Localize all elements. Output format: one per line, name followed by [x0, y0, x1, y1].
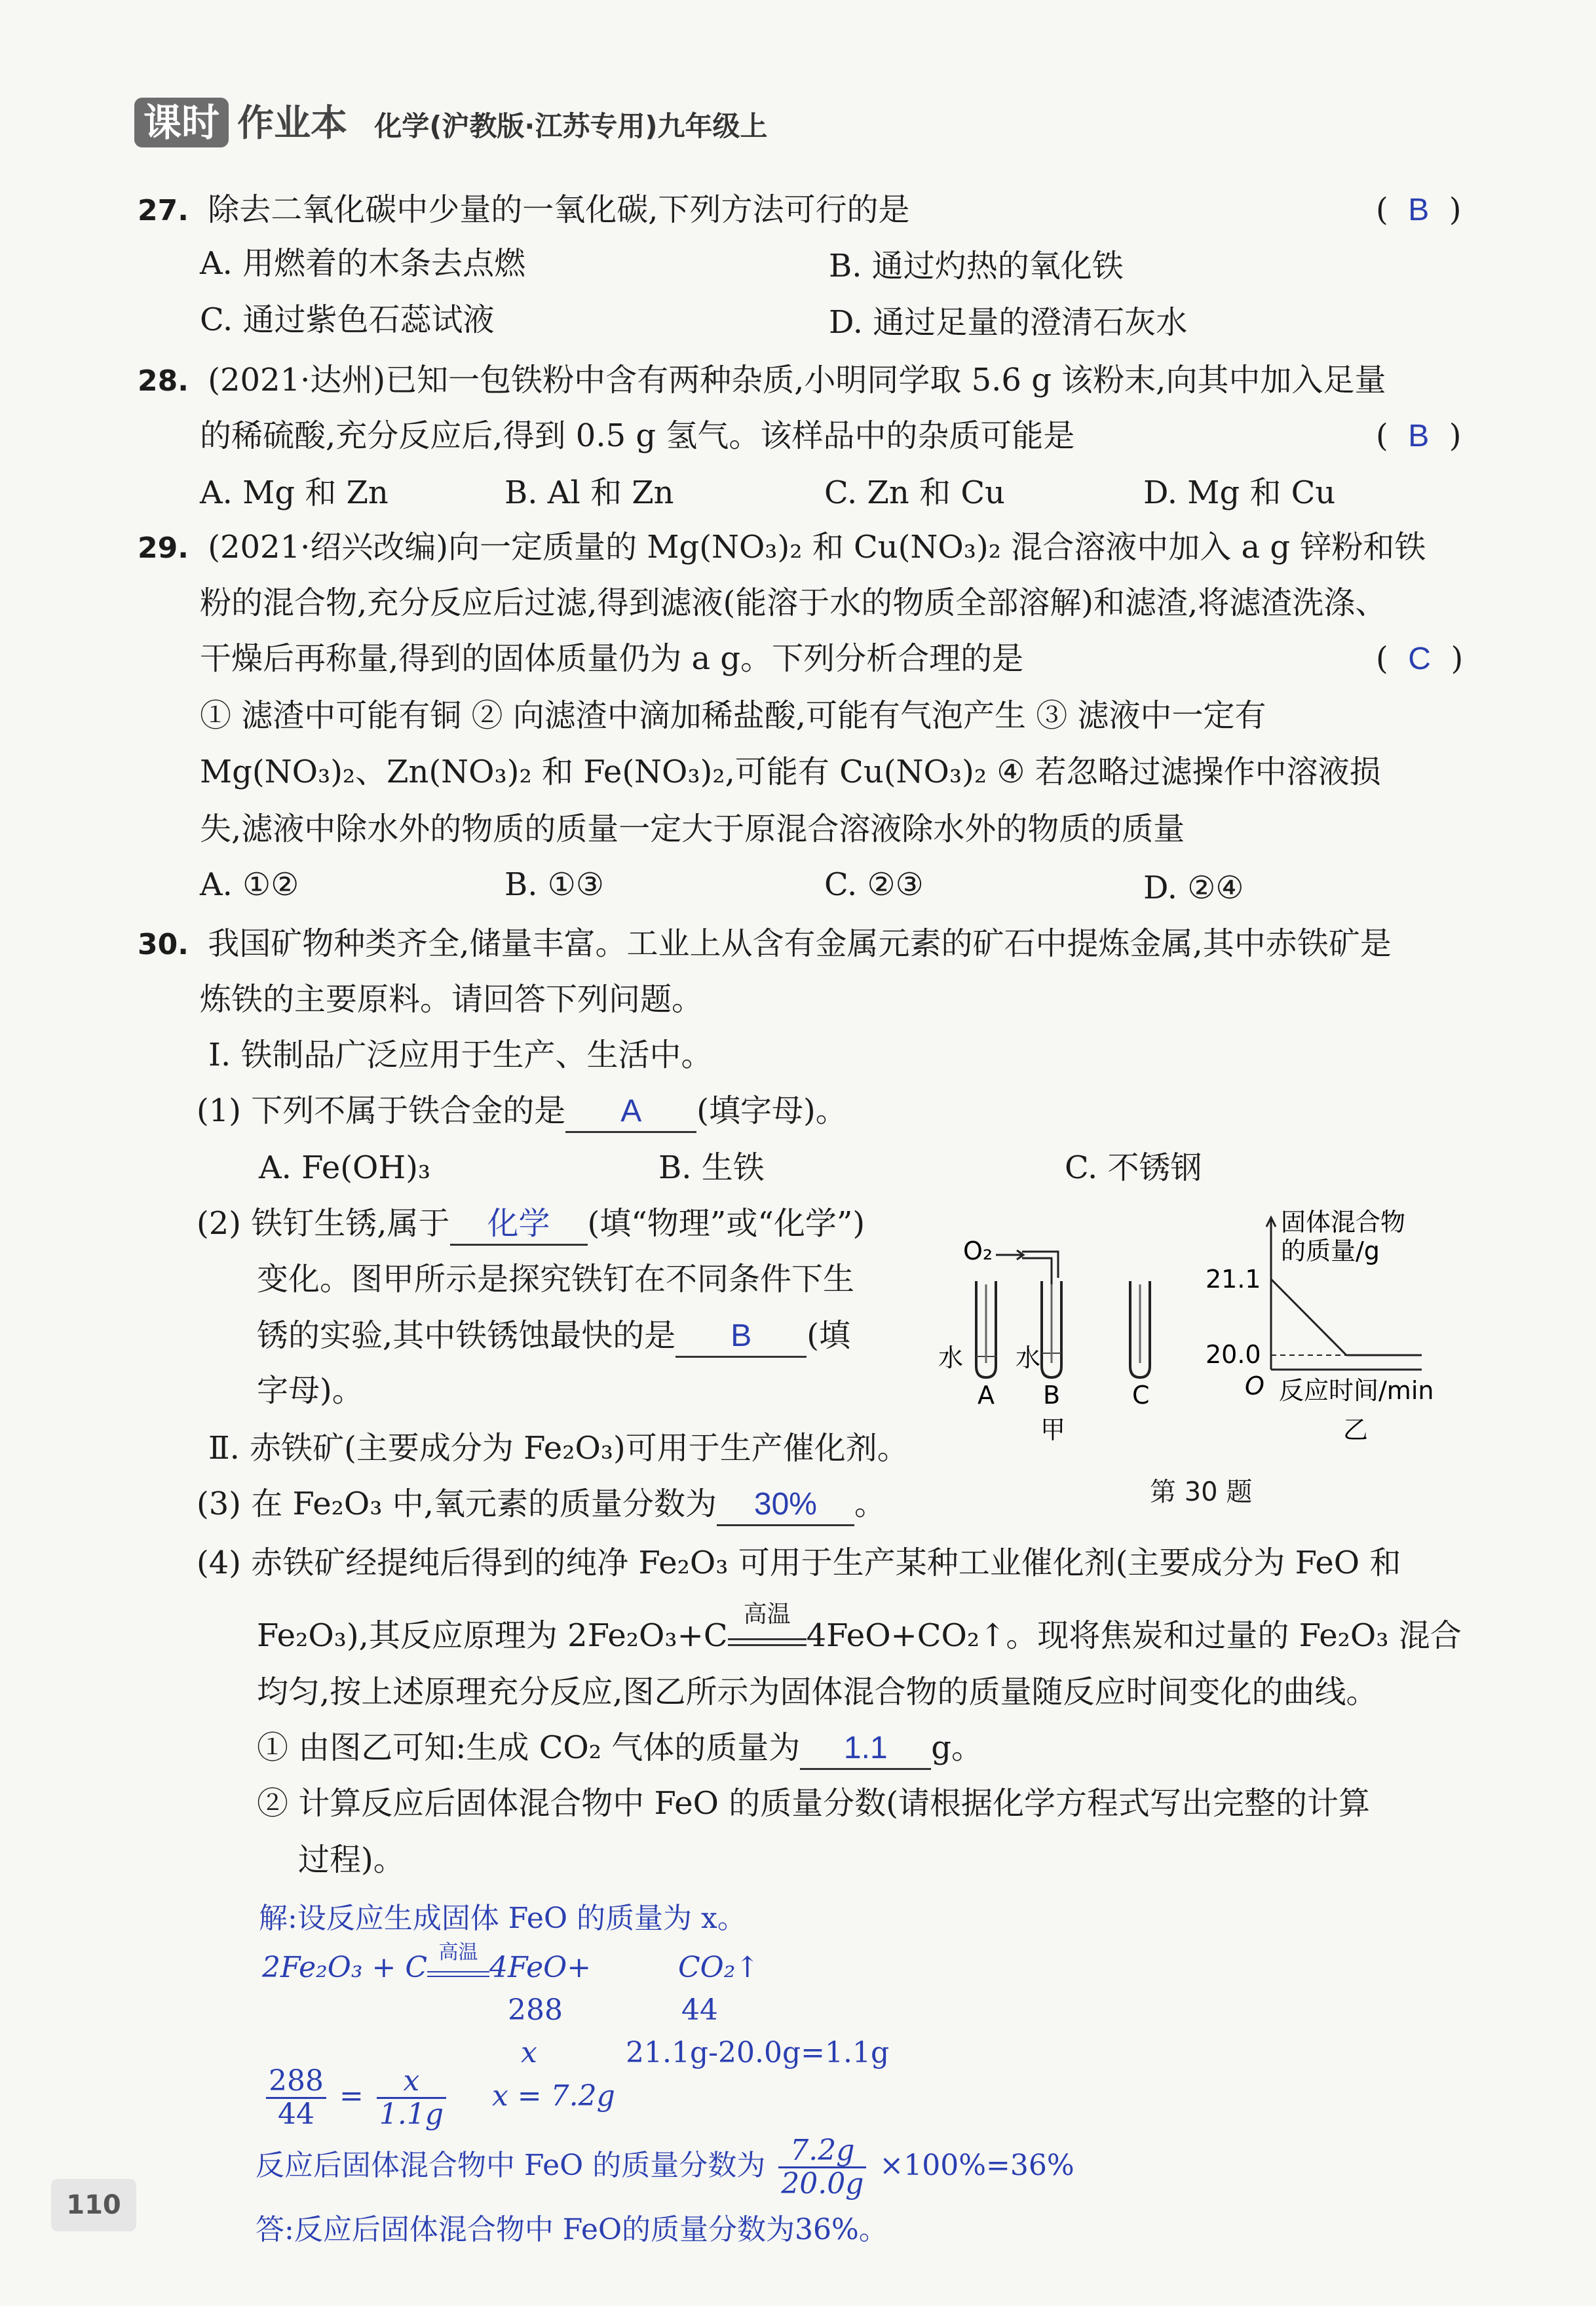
q28-text: (2021·达州)已知一包铁粉中含有两种杂质,小明同学取 5.6 g 该粉末,向其中加入足量	[208, 362, 1386, 398]
q27-option-b: B. 通过灼热的氧化铁	[829, 248, 1124, 284]
tube-label-a: A	[978, 1381, 995, 1410]
q29-answer: C	[1408, 642, 1431, 676]
q30-sub1-answer: A	[620, 1094, 642, 1128]
q30-sub1	[197, 1091, 847, 1133]
q30-sub4-reaction-right: 4FeO+CO₂↑。现将焦炭和过量的 Fe₂O₃ 混合	[806, 1617, 1462, 1654]
y-axis-title-2: 的质量/g	[1281, 1237, 1380, 1265]
q28-answer: B	[1408, 419, 1430, 453]
q30-sub2-line3-hint: (填	[807, 1317, 850, 1354]
q29-line5: Mg(NO₃)₂、Zn(NO₃)₂ 和 Fe(NO₃)₂,可能有 Cu(NO₃)₂ ④ 若忽略过滤操作中溶液损	[200, 754, 1381, 790]
solution-line1: 解:设反应生成固体 FeO 的质量为 x。	[259, 1902, 746, 1935]
figure-caption: 第 30 题	[1150, 1477, 1253, 1507]
q29-text: (2021·绍兴改编)向一定质量的 Mg(NO₃)₂ 和 Cu(NO₃)₂ 混合溶液中加入 a g 锌粉和铁	[208, 529, 1426, 566]
q30-sub3-answer: 30%	[753, 1487, 817, 1522]
solution-proportion	[262, 2066, 615, 2130]
q29-option-b: B. ①③	[504, 866, 604, 903]
x-axis-title: 反应时间/min	[1279, 1376, 1434, 1405]
q30-sub2-answer: 化学	[487, 1206, 550, 1241]
q29-option-a: A. ①②	[200, 866, 299, 903]
solution-answer: 答:反应后固体混合物中 FeO的质量分数为36%。	[256, 2213, 888, 2246]
q27-option-c: C. 通过紫色石蕊试液	[200, 301, 495, 338]
q30-sub4-line1: (4) 赤铁矿经提纯后得到的纯净 Fe₂O₃ 可用于生产某种工业催化剂(主要成分为 FeO 和	[197, 1545, 1401, 1581]
q29-line1	[138, 528, 1426, 568]
mass-curve-slope	[1271, 1279, 1346, 1355]
q30-sub1-hint: (填字母)。	[696, 1092, 847, 1129]
q28-option-c: C. Zn 和 Cu	[824, 474, 1005, 511]
fraction2-top: x	[377, 2066, 446, 2099]
page-number	[51, 2179, 136, 2231]
fraction2-bottom: 1.1g	[379, 2098, 444, 2131]
q30-sub2-line3-text: 锈的实验,其中铁锈蚀最快的是	[257, 1317, 676, 1354]
solution-mass-44: 44	[681, 1993, 718, 2027]
water-label-a: 水	[938, 1343, 964, 1372]
solution-equation	[262, 1941, 592, 1986]
q28-line2: 的稀硫酸,充分反应后,得到 0.5 g 氢气。该样品中的杂质可能是	[200, 417, 1075, 454]
solution-co2: CO₂↑	[678, 1951, 760, 1984]
q30-part1: Ⅰ. 铁制品广泛应用于生产、生活中。	[208, 1037, 713, 1073]
q28-answer-bracket: ( B )	[1376, 417, 1462, 454]
q30-sub1-option-c: C. 不锈钢	[1065, 1149, 1202, 1186]
q30-sub4-q1-answer: 1.1	[843, 1731, 888, 1765]
q30-sub4-reaction-left: Fe₂O₃),其反应原理为 2Fe₂O₃+C	[257, 1617, 728, 1654]
q30-sub3-end: 。	[854, 1486, 886, 1522]
fraction-x-1-1g	[377, 2066, 446, 2130]
q29-line6: 失,滤液中除水外的物质的质量一定大于原混合溶液除水外的物质的质量	[200, 811, 1185, 847]
fraction1-bottom: 44	[277, 2098, 314, 2131]
q30-sub4-q1-text: ① 由图乙可知:生成 CO₂ 气体的质量为	[257, 1729, 801, 1766]
q30-sub4-line2	[257, 1601, 1462, 1655]
q28-option-d: D. Mg 和 Cu	[1143, 474, 1336, 511]
series-title: 作业本	[237, 102, 348, 145]
fraction3-bottom: 20.0g	[781, 2167, 864, 2200]
q30-sub3	[197, 1484, 886, 1526]
q30-sub4-condition: 高温	[743, 1601, 791, 1628]
figure-yi-label: 乙	[1343, 1415, 1369, 1444]
q30-sub3-text: (3) 在 Fe₂O₃ 中,氧元素的质量分数为	[197, 1486, 717, 1522]
q30-sub2-line2: 变化。图甲所示是探究铁钉在不同条件下生	[257, 1261, 855, 1297]
q28-option-a: A. Mg 和 Zn	[200, 474, 389, 511]
origin-label: O	[1245, 1372, 1264, 1400]
tube-label-c: C	[1132, 1381, 1150, 1410]
page-number-text: 110	[66, 2190, 121, 2220]
book-subtitle: 化学(沪教版·江苏专用)九年级上	[374, 110, 768, 142]
solution-eq-left: 2Fe₂O₃ + C	[262, 1951, 428, 1984]
solution-result-x: x = 7.2g	[492, 2079, 615, 2113]
q27-answer: B	[1408, 193, 1430, 227]
q30-sub4-q2-line1: ② 计算反应后固体混合物中 FeO 的质量分数(请根据化学方程式写出完整的计算	[257, 1785, 1370, 1822]
series-logo: 课时	[134, 98, 229, 147]
y-axis-title-1: 固体混合物	[1281, 1208, 1406, 1237]
fraction-7-2g-20-0g	[778, 2135, 866, 2200]
figure-jia-test-tubes	[924, 1232, 1199, 1448]
y-tick-20-0: 20.0	[1206, 1340, 1261, 1369]
q29-option-c: C. ②③	[824, 866, 924, 903]
q30-part2: Ⅱ. 赤铁矿(主要成分为 Fe₂O₃)可用于生产催化剂。	[208, 1430, 909, 1467]
figure-o2-label: O₂	[963, 1237, 993, 1265]
q30-sub2-text: (2) 铁钉生锈,属于	[197, 1205, 450, 1242]
q30-sub4-q2-line2: 过程)。	[298, 1841, 405, 1878]
q30-sub1-option-b: B. 生铁	[658, 1149, 765, 1186]
q30-line2: 炼铁的主要原料。请回答下列问题。	[200, 981, 704, 1018]
q27-answer-bracket: ( B )	[1376, 191, 1462, 228]
solution-var-x: x	[521, 2036, 537, 2069]
q29-number: 29.	[138, 531, 189, 565]
q30-sub4-q1-unit: g。	[931, 1729, 983, 1766]
q30-sub4-q1	[257, 1728, 983, 1770]
q30-sub1-text: (1) 下列不属于铁合金的是	[197, 1092, 566, 1129]
equals-sign: =	[339, 2079, 364, 2113]
page-header	[134, 92, 768, 147]
fraction3-top: 7.2g	[778, 2135, 866, 2168]
q29-line2: 粉的混合物,充分反应后过滤,得到滤液(能溶于水的物质全部溶解)和滤渣,将滤渣洗涤、	[200, 585, 1387, 621]
q27-number: 27.	[138, 194, 189, 227]
q29-answer-bracket: ( C )	[1376, 640, 1464, 677]
q27-stem	[138, 190, 909, 231]
q30-sub2-hint: (填“物理”或“化学”)	[587, 1205, 865, 1242]
q30-line1	[138, 924, 1392, 965]
y-tick-21-1: 21.1	[1206, 1265, 1261, 1294]
q30-sub2-line4: 字母)。	[257, 1372, 364, 1409]
q30-number: 30.	[138, 928, 189, 961]
q30-sub2-line3	[257, 1316, 850, 1358]
fraction-288-44	[266, 2066, 326, 2130]
water-label-b: 水	[1016, 1343, 1041, 1372]
q30-sub4-line3: 均匀,按上述原理充分反应,图乙所示为固体混合物的质量随反应时间变化的曲线。	[257, 1674, 1378, 1710]
figure-jia-label: 甲	[1040, 1415, 1066, 1444]
solution-mass-288: 288	[508, 1993, 563, 2027]
solution-percent-text: 反应后固体混合物中 FeO 的质量分数为	[256, 2149, 766, 2182]
q30-sub1-option-a: A. Fe(OH)₃	[259, 1149, 431, 1186]
q28-line1	[138, 360, 1386, 401]
q27-option-d: D. 通过足量的澄清石灰水	[829, 304, 1188, 341]
q29-line4: ① 滤渣中可能有铜 ② 向滤渣中滴加稀盐酸,可能有气泡产生 ③ 滤液中一定有	[200, 697, 1266, 734]
solution-percent-line	[256, 2135, 1074, 2200]
q29-line3: 干燥后再称量,得到的固体质量仍为 a g。下列分析合理的是	[200, 640, 1024, 677]
solution-co2-mass: 21.1g-20.0g=1.1g	[626, 2036, 890, 2069]
q29-option-d: D. ②④	[1143, 870, 1244, 906]
figure-yi-graph	[1199, 1206, 1481, 1461]
solution-percent-result: ×100%=36%	[879, 2149, 1074, 2182]
q30-text: 我国矿物种类齐全,储量丰富。工业上从含有金属元素的矿石中提炼金属,其中赤铁矿是	[208, 925, 1392, 962]
solution-eq-condition: 高温	[438, 1941, 478, 1964]
q27-option-a: A. 用燃着的木条去点燃	[200, 245, 526, 282]
q28-option-b: B. Al 和 Zn	[504, 474, 674, 511]
q30-sub2-answer2: B	[731, 1318, 752, 1353]
q27-text: 除去二氧化碳中少量的一氧化碳,下列方法可行的是	[208, 191, 910, 228]
q30-sub2-line1	[197, 1204, 865, 1246]
fraction1-top: 288	[266, 2066, 326, 2099]
q28-number: 28.	[138, 364, 189, 398]
gas-tube	[1022, 1252, 1058, 1330]
solution-eq-right: 4FeO+	[489, 1951, 592, 1984]
tube-label-b: B	[1043, 1381, 1061, 1410]
